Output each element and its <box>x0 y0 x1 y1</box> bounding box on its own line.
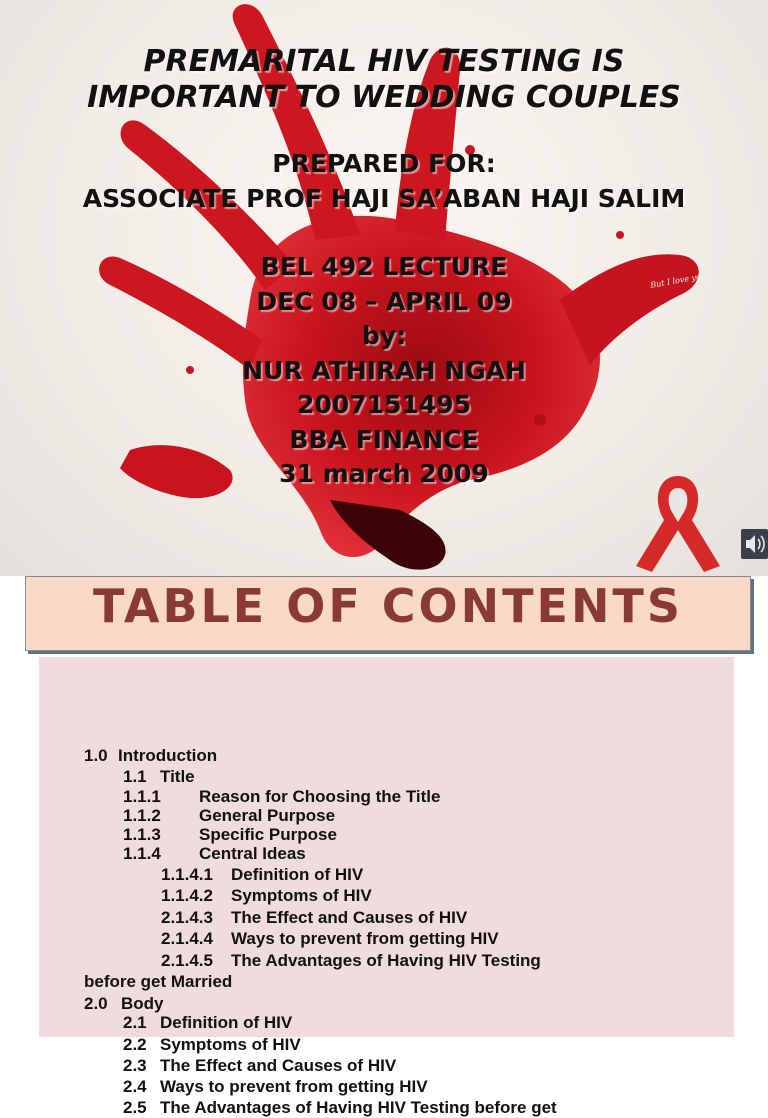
toc-item: 1.0 Introduction <box>84 746 218 765</box>
table-of-contents-slide <box>0 576 768 1117</box>
toc-item: 1.1.4.1 Definition of HIV <box>161 865 364 884</box>
toc-item: 2.2 Symptoms of HIV <box>123 1035 301 1054</box>
toc-item-continuation: before get Married <box>84 972 233 991</box>
toc-item: 1.1.3 Specific Purpose <box>123 825 337 844</box>
toc-item: 1.1 Title <box>123 767 195 786</box>
student-id: 2007151495 <box>297 390 471 419</box>
toc-item: 2.4 Ways to prevent from getting HIV <box>123 1077 428 1096</box>
prepared-for-label: PREPARED FOR: <box>272 149 496 178</box>
background-handwriting: But I love you <box>649 271 707 290</box>
toc-item: 1.1.1 Reason for Choosing the Title <box>123 787 441 806</box>
toc-heading: TABLE OF CONTENTS <box>93 579 683 633</box>
toc-item: 2.1.4.5 The Advantages of Having HIV Testing <box>161 951 541 970</box>
toc-item: 1.1.4 Central Ideas <box>123 844 306 863</box>
prepared-for-name: ASSOCIATE PROF HAJI SA’ABAN HAJI SALIM <box>82 183 686 213</box>
program-name: BBA FINANCE <box>289 424 479 454</box>
toc-item: 2.0 Body <box>84 994 164 1013</box>
toc-item: 1.1.2 General Purpose <box>123 806 336 825</box>
presentation-title <box>0 44 768 116</box>
title-line: IMPORTANT TO WEDDING COUPLES <box>87 80 681 115</box>
toc-item: 2.1.4.3 The Effect and Causes of HIV <box>161 908 468 927</box>
toc-heading-box <box>25 576 751 651</box>
speaker-icon[interactable] <box>741 529 768 559</box>
toc-item: 1.1.4.2 Symptoms of HIV <box>161 886 372 905</box>
course-period: DEC 08 – APRIL 09 <box>256 286 512 316</box>
presentation-info <box>0 147 768 492</box>
toc-item: 2.1 Definition of HIV <box>123 1013 293 1032</box>
toc-list <box>39 657 734 1117</box>
toc-item: 2.3 The Effect and Causes of HIV <box>123 1056 397 1075</box>
toc-item: 2.5 The Advantages of Having HIV Testing before get <box>123 1098 557 1117</box>
course-code: BEL 492 LECTURE <box>260 252 508 281</box>
toc-item: 2.1.4.4 Ways to prevent from getting HIV <box>161 929 499 948</box>
title-line: PREMARITAL HIV TESTING IS <box>143 44 625 79</box>
by-label: by: <box>361 321 407 350</box>
presentation-date: 31 march 2009 <box>279 459 489 488</box>
author-name: NUR ATHIRAH NGAH <box>242 355 526 385</box>
